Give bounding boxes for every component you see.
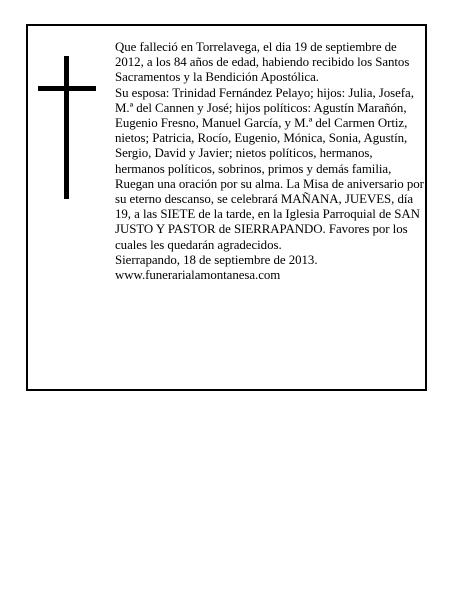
- family-list: Su esposa: Trinidad Fernández Pelayo; hijos: Julia, Josefa, M.ª del Cannen y José; hijos políticos: Agustín Marañón, Eugenio Fresno, Manuel García, y M.ª del Carmen Ortiz, nietos; Patricia, Rocío, Eugenio, Mónica, Sonia, Agustín, Sergio, David y Javier; nietos políticos, hermanos, hermanos políticos, sobrinos, primos y demás familia,: [115, 85, 414, 176]
- mass-announcement: Ruegan una oración por su alma. La Misa de aniversario por su eterno descanso, se celebrará MAÑANA, JUEVES, día 19, a las SIETE de la tarde, en la Iglesia Parroquial de SAN JUSTO Y PASTOR de SIERRAPANDO. Favores por los cuales les quedarán agradecidos.: [115, 176, 424, 252]
- cross-vertical-bar: [64, 56, 69, 199]
- notice-text: [115, 40, 425, 283]
- cross-horizontal-bar: [38, 86, 96, 91]
- death-announcement: Que falleció en Torrelavega, el dia 19 de septiembre de 2012, a los 84 años de edad, habiendo recibido los Santos Sacramentos y la Bendición Apostólica.: [115, 40, 410, 85]
- cross-icon: [38, 56, 98, 199]
- obituary-notice: [26, 24, 427, 391]
- website-link[interactable]: www.funerarialamontanesa.com: [115, 268, 281, 283]
- place-date: Sierrapando, 18 de septiembre de 2013.: [115, 252, 318, 267]
